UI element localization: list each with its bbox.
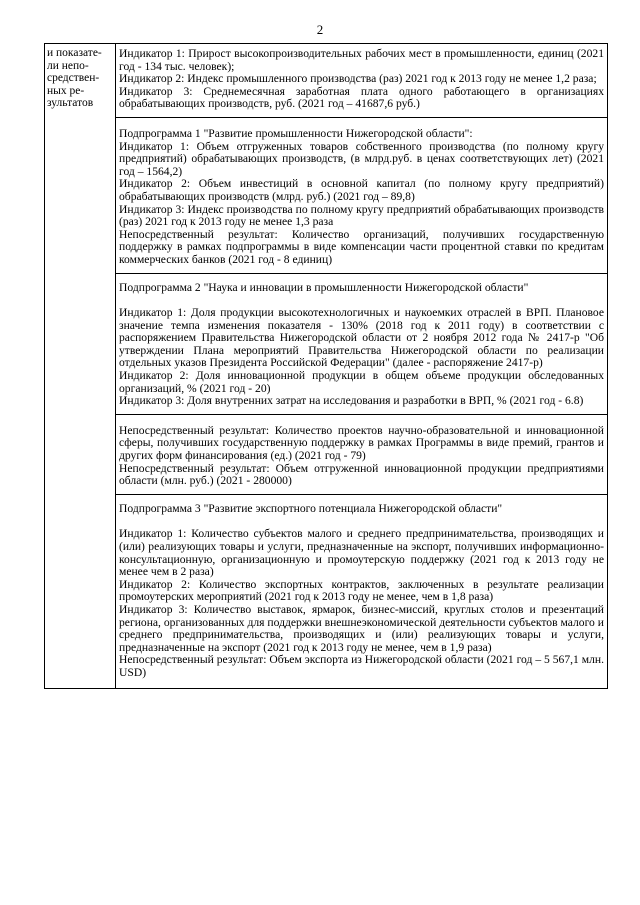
indicator-paragraph: Индикатор 1: Объем отгруженных товаров собственного производства (по полному кругу предприятий) обрабатывающих производств, (в млрд.руб. в ценах соответствующих лет) (2021 год – 1564,2) [119, 139, 604, 178]
row-label-line: средствен- [47, 72, 100, 85]
subprogram-title: Подпрограмма 3 "Развитие экспортного потенциала Нижегородской области" [119, 501, 503, 515]
result-paragraph: Непосредственный результат: Объем отгруженной инновационной продукции предприятиями области (млн. руб.) (2021 - 280000) [119, 461, 604, 488]
row-label-line: и показате- [47, 47, 102, 59]
result-paragraph: Непосредственный результат: Количество организаций, получивших государственную поддержку в рамках подпрограммы в виде компенсации части процентной ставки по кредитам коммерческих банков (2021 год - 8 единиц) [119, 227, 604, 266]
subprogram-2-block [116, 273, 607, 414]
program-indicators-block [116, 44, 607, 117]
subprogram-title: Подпрограмма 1 "Развитие промышленности Нижегородской области": [119, 126, 473, 140]
subprogram-title: Подпрограмма 2 "Наука и инновации в промышленности Нижегородской области" [119, 280, 529, 294]
indicator-paragraph: Индикатор 1: Прирост высокопроизводительных рабочих мест в промышленности, единиц (2021 год - 134 тыс. человек); [119, 47, 604, 73]
indicator-paragraph: Индикатор 3: Доля внутренних затрат на исследования и разработки в ВРП, % (2021 год - 6.8) [119, 394, 584, 408]
result-paragraph: Непосредственный результат: Количество проектов научно-образовательной и инновационной сферы, получивших государственную поддержку в рамках Программы в виде премий, грантов и других форм финансирования (ед.) (2021 год - 79) [119, 423, 604, 463]
indicator-paragraph: Индикатор 1: Доля продукции высокотехнологичных и наукоемких отраслей в ВРП. Плановое значение темпа изменения показателя - 130% (2018 год к 2011 году) в соответствии с распоряжением Правительства Нижегородской области от 2 ноября 2012 года № 2417-р "Об утверждении Плана мероприятий Правительства Нижегородской области по реализации отдельных указов Президента Российской Федерации" (далее - распоряжение 2417-р) [119, 306, 604, 370]
row-label-line: зультатов [47, 97, 94, 110]
subprogram-2-results-block [116, 414, 607, 494]
indicator-paragraph: Индикатор 2: Доля инновационной продукции в общем объеме продукции обследованных организаций, % (2021 год - 20) [119, 369, 604, 395]
subprogram-3-block [116, 494, 607, 688]
indicator-paragraph: Индикатор 3: Среднемесячная заработная плата одного работающего в организациях обрабатывающих производств, руб. (2021 год – 41687,6 руб.) [119, 84, 604, 111]
row-label-line: ных ре- [47, 84, 85, 97]
result-paragraph: Непосредственный результат: Объем экспорта из Нижегородской области (2021 год – 5 567,1 млн. USD) [119, 653, 604, 679]
row-content-cell [116, 44, 608, 689]
indicator-paragraph: Индикатор 3: Количество выставок, ярмарок, бизнес-миссий, круглых столов и презентаций региона, организованных для поддержки внешнеэкономической деятельности субъектов малого и среднего предпринимательства, производящих и (или) реализующих товары и услуги, предназначенные на экспорт (2021 год к 2013 году не менее, чем в 1,9 раза) [119, 602, 604, 654]
row-label-cell [45, 44, 116, 689]
table-row [45, 44, 608, 689]
indicator-paragraph: Индикатор 2: Объем инвестиций в основной капитал (по полному кругу предприятий) обрабатывающих производств (млрд. руб.) (2021 год – 89,8) [119, 177, 604, 203]
indicator-paragraph: Индикатор 3: Индекс производства по полному кругу предприятий обрабатывающих производств (раз) 2021 год к 2013 году не менее 1,3 раза [119, 202, 604, 229]
subprogram-1-block [116, 117, 607, 273]
program-indicators-table [44, 43, 608, 689]
row-label-line: ли непо- [47, 59, 89, 72]
indicator-paragraph: Индикатор 2: Индекс промышленного производства (раз) 2021 год к 2013 году не менее 1,2 раза; [119, 72, 597, 86]
indicator-paragraph: Индикатор 2: Количество экспортных контрактов, заключенных в результате реализации промоутерских мероприятий (2021 год к 2013 году не менее, чем в 1,8 раза) [119, 577, 604, 604]
indicator-paragraph: Индикатор 1: Количество субъектов малого и среднего предпринимательства, производящих и (или) реализующих товары и услуги, предназначенные на экспорт, получивших информационно-консультационную, организационную и промоутерскую поддержку (2021 год к 2013 году не менее чем в 2 раза) [119, 527, 604, 579]
page-number: 2 [316, 22, 324, 37]
